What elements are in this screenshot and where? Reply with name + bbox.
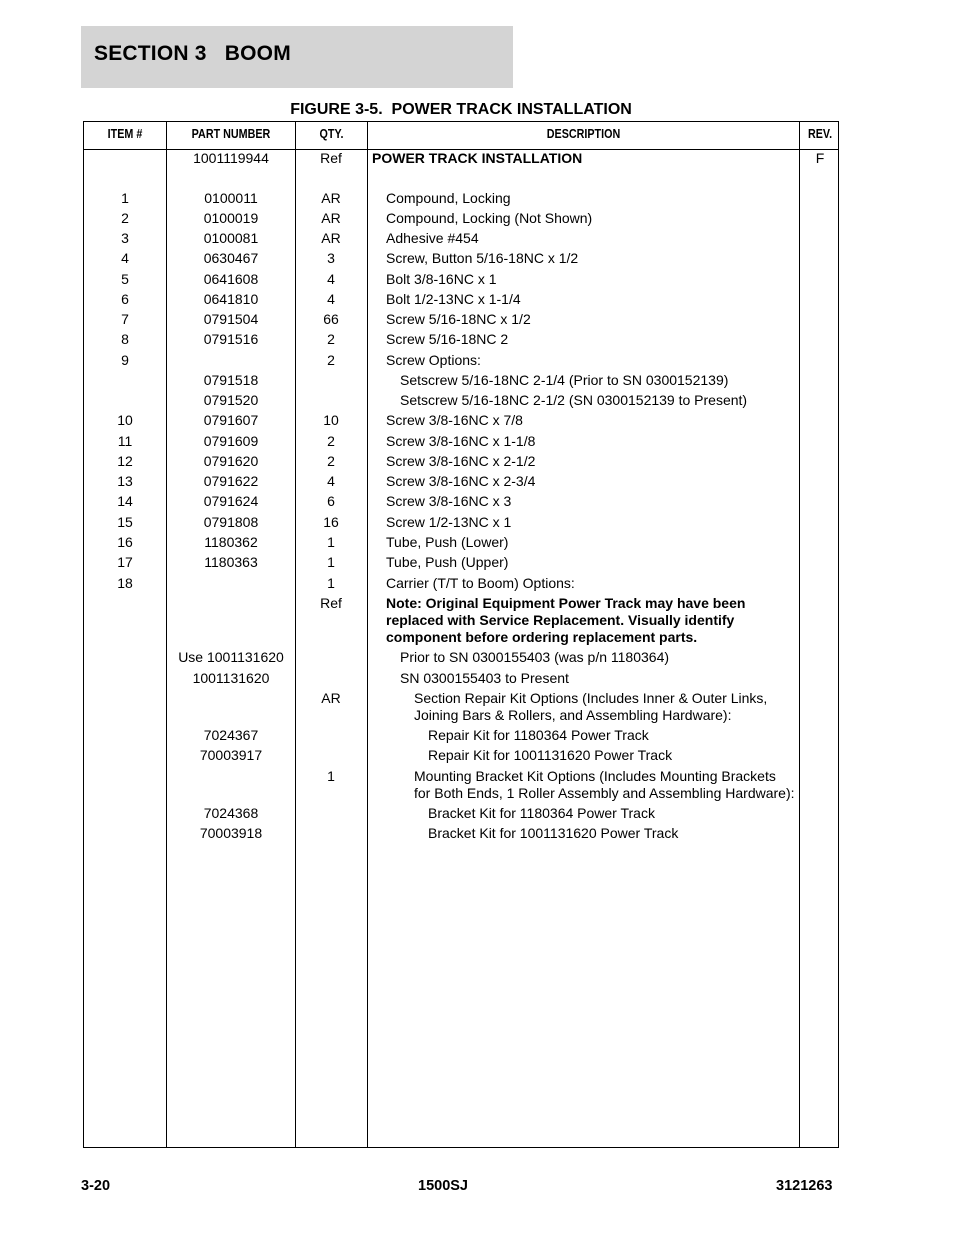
part-number-cell: 0791622 [203, 473, 259, 489]
description-cell: Screw 3/8-16NC x 2-3/4 [386, 473, 536, 489]
item-number-cell: 2 [121, 210, 129, 226]
part-number-cell: 0791808 [203, 514, 259, 530]
header-qty: QTY. [319, 127, 344, 141]
parts-table [83, 121, 839, 1148]
column-divider [367, 122, 368, 1147]
figure-title-text: FIGURE 3-5. POWER TRACK INSTALLATION [290, 101, 632, 118]
description-cell: Compound, Locking (Not Shown) [386, 210, 593, 226]
description-cell: Section Repair Kit Options (Includes Inner & Outer Links, Joining Bars & Rollers, and Assembling Hardware): [414, 690, 768, 723]
footer-doc-number: 3121263 [776, 1178, 833, 1194]
part-number-cell: 0641810 [203, 291, 259, 307]
item-number-cell: 15 [117, 514, 133, 530]
description-cell: Screw 3/8-16NC x 2-1/2 [386, 453, 536, 469]
section-title: SECTION 3 BOOM [94, 42, 291, 65]
description-cell: Repair Kit for 1001131620 Power Track [428, 747, 673, 763]
item-number-cell: 8 [121, 331, 129, 347]
quantity-cell: 2 [327, 352, 335, 368]
part-number-cell: Use 1001131620 [178, 649, 284, 665]
part-number-cell: 0641608 [203, 271, 259, 287]
description-cell: Bolt 1/2-13NC x 1-1/4 [386, 291, 521, 307]
header-part-number: PART NUMBER [191, 127, 271, 141]
description-cell: Bracket Kit for 1180364 Power Track [428, 805, 655, 821]
item-number-cell: 11 [117, 433, 133, 449]
footer-page-number: 3-20 [81, 1178, 111, 1194]
part-number-cell: 0791518 [203, 372, 259, 388]
quantity-cell: 6 [327, 493, 335, 509]
quantity-cell: 66 [323, 311, 339, 327]
quantity-cell: AR [321, 190, 341, 206]
revision-cell: F [815, 150, 825, 166]
quantity-cell: 1 [327, 768, 335, 784]
quantity-cell: 4 [327, 473, 335, 489]
description-cell: Tube, Push (Lower) [386, 534, 509, 550]
description-cell: Tube, Push (Upper) [386, 554, 509, 570]
quantity-cell: 1 [327, 554, 335, 570]
item-number-cell: 7 [121, 311, 129, 327]
item-number-cell: 12 [117, 453, 133, 469]
description-cell: SN 0300155403 to Present [400, 670, 569, 686]
figure-title [0, 101, 954, 119]
description-cell: POWER TRACK INSTALLATION [372, 150, 583, 166]
part-number-cell: 1180363 [204, 554, 258, 570]
description-cell: Setscrew 5/16-18NC 2-1/4 (Prior to SN 0300152139) [400, 372, 729, 388]
part-number-cell: 0630467 [203, 250, 259, 266]
quantity-cell: 1 [327, 575, 335, 591]
item-number-cell: 10 [117, 412, 133, 428]
description-cell: Adhesive #454 [386, 230, 479, 246]
item-number-cell: 13 [117, 473, 133, 489]
description-cell: Screw 3/8-16NC x 7/8 [386, 412, 523, 428]
part-number-cell: 0791520 [203, 392, 259, 408]
description-cell: Compound, Locking [386, 190, 511, 206]
part-number-cell: 0791504 [203, 311, 259, 327]
item-number-cell: 14 [117, 493, 133, 509]
description-cell: Mounting Bracket Kit Options (Includes Mounting Brackets for Both Ends, 1 Roller Assembly and Assembling Hardware): [414, 768, 795, 801]
quantity-cell: 2 [327, 331, 335, 347]
description-cell: Screw, Button 5/16-18NC x 1/2 [386, 250, 579, 266]
description-cell: Screw 3/8-16NC x 3 [386, 493, 512, 509]
quantity-cell: AR [321, 210, 341, 226]
part-number-cell: 0100011 [204, 190, 258, 206]
part-number-cell: 0791516 [203, 331, 259, 347]
part-number-cell: 0791609 [203, 433, 259, 449]
item-number-cell: 1 [121, 190, 129, 206]
quantity-cell: AR [321, 690, 341, 706]
part-number-cell: 1001119944 [193, 150, 269, 166]
item-number-cell: 3 [121, 230, 129, 246]
item-number-cell: 9 [121, 352, 129, 368]
part-number-cell: 0791607 [203, 412, 259, 428]
part-number-cell: 70003918 [199, 825, 263, 841]
quantity-cell: Ref [320, 595, 342, 611]
description-cell: Setscrew 5/16-18NC 2-1/2 (SN 0300152139 to Present) [400, 392, 748, 408]
part-number-cell: 0100019 [203, 210, 259, 226]
column-divider [799, 122, 800, 1147]
quantity-cell: 4 [327, 291, 335, 307]
part-number-cell: 7024368 [203, 805, 259, 821]
part-number-cell: 0791624 [203, 493, 259, 509]
quantity-cell: 3 [327, 250, 335, 266]
description-cell: Bolt 3/8-16NC x 1 [386, 271, 497, 287]
part-number-cell: 7024367 [203, 727, 259, 743]
part-number-cell: 0791620 [203, 453, 259, 469]
quantity-cell: AR [321, 230, 341, 246]
item-number-cell: 4 [121, 250, 129, 266]
part-number-cell: 1180362 [204, 534, 258, 550]
description-cell: Bracket Kit for 1001131620 Power Track [428, 825, 679, 841]
quantity-cell: Ref [320, 150, 342, 166]
item-number-cell: 16 [117, 534, 133, 550]
description-cell: Screw 5/16-18NC 2 [386, 331, 509, 347]
item-number-cell: 6 [121, 291, 129, 307]
quantity-cell: 2 [327, 433, 335, 449]
quantity-cell: 1 [327, 534, 335, 550]
description-cell: Repair Kit for 1180364 Power Track [428, 727, 649, 743]
description-cell: Screw 1/2-13NC x 1 [386, 514, 512, 530]
header-description: DESCRIPTION [546, 127, 621, 141]
part-number-cell: 70003917 [199, 747, 263, 763]
quantity-cell: 10 [323, 412, 339, 428]
item-number-cell: 17 [117, 554, 133, 570]
section-header [81, 26, 513, 88]
part-number-cell: 0100081 [203, 230, 259, 246]
header-rev: REV. [807, 127, 833, 141]
quantity-cell: 4 [327, 271, 335, 287]
description-cell: Screw Options: [386, 352, 481, 368]
part-number-cell: 1001131620 [192, 670, 270, 686]
description-cell: Prior to SN 0300155403 (was p/n 1180364) [400, 649, 670, 665]
header-item: ITEM # [107, 127, 143, 141]
item-number-cell: 5 [121, 271, 129, 287]
quantity-cell: 2 [327, 453, 335, 469]
description-cell: Screw 3/8-16NC x 1-1/8 [386, 433, 536, 449]
description-cell: Carrier (T/T to Boom) Options: [386, 575, 575, 591]
description-cell: Screw 5/16-18NC x 1/2 [386, 311, 531, 327]
footer-model: 1500SJ [418, 1178, 468, 1194]
item-number-cell: 18 [117, 575, 133, 591]
quantity-cell: 16 [323, 514, 339, 530]
description-cell: Note: Original Equipment Power Track may have been replaced with Service Replacement. Visually identify component before ordering replacement parts. [386, 595, 746, 645]
